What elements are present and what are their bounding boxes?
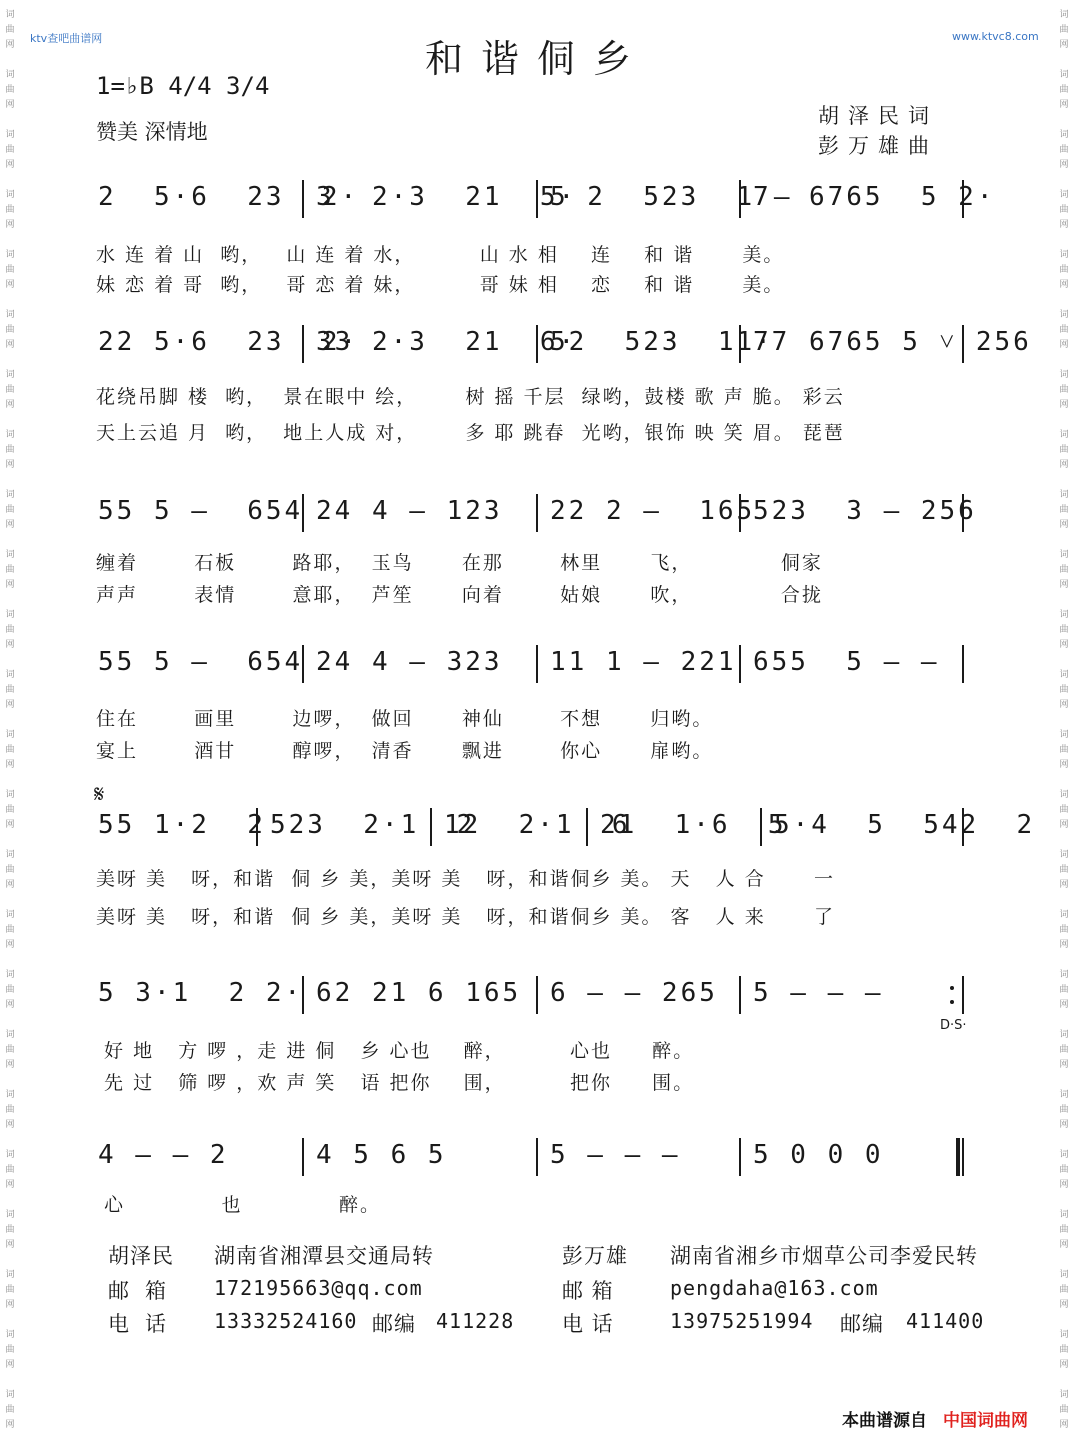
measure-notes: 24 4 – 123 bbox=[316, 496, 503, 526]
watermark-glyph: 网 bbox=[1059, 340, 1069, 350]
watermark-glyph: 网 bbox=[1059, 400, 1069, 410]
watermark-glyph: 曲 bbox=[5, 1165, 15, 1175]
watermark-glyph: 网 bbox=[5, 400, 15, 410]
watermark-glyph: 网 bbox=[1059, 1000, 1069, 1010]
measure-notes: 4 5 6 5 bbox=[316, 1140, 447, 1170]
lyrics-verse-2: 天上云追 月 哟， 地上人成 对， 多 耶 跳春 光哟，银饰 映 笑 眉。 琵琶 bbox=[96, 422, 845, 444]
watermark-gap bbox=[1056, 293, 1072, 308]
watermark-glyph: 曲 bbox=[1059, 505, 1069, 515]
watermark-glyph: 词 bbox=[1059, 70, 1069, 80]
watermark-gap bbox=[1056, 653, 1072, 668]
watermark-glyph: 曲 bbox=[1059, 865, 1069, 875]
watermark-glyph: 网 bbox=[1059, 700, 1069, 710]
watermark-glyph: 词 bbox=[1059, 1390, 1069, 1400]
watermark-glyph: 曲 bbox=[5, 325, 15, 335]
watermark-gap bbox=[2, 1073, 18, 1088]
watermark-glyph: 网 bbox=[5, 340, 15, 350]
watermark-glyph: 网 bbox=[5, 580, 15, 590]
bar-line bbox=[536, 645, 538, 683]
measure-notes: 33 2·3 21 6· bbox=[316, 327, 578, 357]
score-row bbox=[96, 645, 962, 695]
score-row bbox=[96, 976, 962, 1026]
watermark-glyph: 词 bbox=[1059, 430, 1069, 440]
watermark-glyph: 曲 bbox=[5, 865, 15, 875]
composer-email: pengdaha@163.com bbox=[670, 1276, 879, 1300]
final-bar-line bbox=[956, 1138, 960, 1176]
measure-notes: 5 – – – bbox=[753, 978, 884, 1008]
watermark-glyph: 词 bbox=[5, 190, 15, 200]
composer-phone-label: 电 话 bbox=[562, 1312, 614, 1336]
lyricist-phone: 13332524160 bbox=[214, 1309, 358, 1333]
score-row bbox=[96, 180, 996, 230]
watermark-glyph: 网 bbox=[1059, 40, 1069, 50]
measure-notes: 5·4 5 542 2 bbox=[774, 810, 1036, 840]
watermark-glyph: 词 bbox=[5, 550, 15, 560]
watermark-glyph: 词 bbox=[1059, 610, 1069, 620]
watermark-glyph: 词 bbox=[1059, 550, 1069, 560]
watermark-gap bbox=[2, 1013, 18, 1028]
repeat-dot bbox=[950, 986, 954, 990]
watermark-glyph: 词 bbox=[5, 490, 15, 500]
lyrics-verse-1: 美呀 美 呀，和谐 侗 乡 美，美呀 美 呀，和谐侗乡 美。 天 人 合 一 bbox=[96, 868, 835, 890]
watermark-glyph: 词 bbox=[1059, 790, 1069, 800]
composer-email-label: 邮 箱 bbox=[562, 1279, 614, 1303]
watermark-glyph: 网 bbox=[1059, 820, 1069, 830]
watermark-glyph: 词 bbox=[1059, 130, 1069, 140]
watermark-glyph: 网 bbox=[1059, 940, 1069, 950]
lyrics-verse-1: 花绕吊脚 楼 哟， 景在眼中 绘， 树 摇 千层 绿哟，鼓楼 歌 声 脆。 彩云 bbox=[96, 386, 845, 408]
measure-notes: 5 0 0 0 bbox=[753, 1140, 884, 1170]
score-row bbox=[96, 325, 1032, 375]
watermark-glyph: 词 bbox=[1059, 1090, 1069, 1100]
lyricist-phone-label: 电话 bbox=[108, 1312, 182, 1336]
watermark-glyph: 网 bbox=[1059, 580, 1069, 590]
watermark-glyph: 网 bbox=[1059, 220, 1069, 230]
measure-notes: 22 5·6 23 2· bbox=[98, 327, 360, 357]
watermark-gap bbox=[2, 593, 18, 608]
lyrics-verse-1: 水 连 着 山 哟， 山 连 着 水， 山 水 相 连 和 谐 美。 bbox=[96, 244, 785, 266]
watermark-glyph: 网 bbox=[5, 640, 15, 650]
watermark-glyph: 网 bbox=[5, 1060, 15, 1070]
watermark-glyph: 曲 bbox=[1059, 85, 1069, 95]
watermark-gap bbox=[2, 773, 18, 788]
watermark-glyph: 词 bbox=[5, 130, 15, 140]
watermark-glyph: 曲 bbox=[1059, 685, 1069, 695]
bar-line bbox=[962, 645, 964, 683]
watermark-glyph: 词 bbox=[5, 970, 15, 980]
bar-line bbox=[536, 1138, 538, 1176]
watermark-gap bbox=[2, 533, 18, 548]
lyrics-verse-1: 住在 画里 边啰， 做回 神仙 不想 归哟。 bbox=[96, 708, 714, 730]
watermark-glyph: 词 bbox=[5, 370, 15, 380]
measure-notes: 52 523 11· bbox=[550, 327, 774, 357]
watermark-glyph: 曲 bbox=[1059, 1105, 1069, 1115]
watermark-gap bbox=[1056, 713, 1072, 728]
watermark-gap bbox=[2, 353, 18, 368]
watermark-gap bbox=[1056, 953, 1072, 968]
watermark-glyph: 曲 bbox=[5, 745, 15, 755]
watermark-glyph: 网 bbox=[1059, 460, 1069, 470]
watermark-glyph: 网 bbox=[1059, 520, 1069, 530]
composer-address: 湖南省湘乡市烟草公司李爱民转 bbox=[670, 1244, 978, 1268]
measure-notes: 5 – – – bbox=[550, 1140, 681, 1170]
watermark-glyph: 曲 bbox=[5, 1345, 15, 1355]
lyricist-email-label: 邮箱 bbox=[108, 1279, 182, 1303]
watermark-glyph: 曲 bbox=[5, 1045, 15, 1055]
measure-notes: 3 2·3 21 5· bbox=[316, 182, 578, 212]
lyricist-zip: 411228 bbox=[436, 1309, 515, 1333]
watermark-gap bbox=[2, 953, 18, 968]
watermark-glyph: 词 bbox=[5, 790, 15, 800]
bar-line bbox=[302, 1138, 304, 1176]
watermark-glyph: 词 bbox=[1059, 10, 1069, 20]
lyricist-zip-label: 邮编 bbox=[372, 1312, 416, 1336]
watermark-glyph: 词 bbox=[5, 310, 15, 320]
watermark-gap bbox=[2, 893, 18, 908]
bar-line bbox=[962, 1138, 964, 1176]
watermark-gap bbox=[2, 293, 18, 308]
watermark-gap bbox=[1056, 413, 1072, 428]
watermark-glyph: 词 bbox=[1059, 190, 1069, 200]
watermark-gap bbox=[1056, 1433, 1072, 1448]
segno-sign: 𝄋 bbox=[94, 780, 105, 808]
watermark-glyph: 网 bbox=[5, 460, 15, 470]
watermark-glyph: 曲 bbox=[1059, 565, 1069, 575]
watermark-glyph: 曲 bbox=[5, 805, 15, 815]
lyrics-verse-1: 好 地 方 啰 ，走 进 侗 乡 心也 醉， 心也 醉。 bbox=[96, 1040, 695, 1062]
watermark-glyph: 网 bbox=[5, 1120, 15, 1130]
watermark-glyph: 词 bbox=[1059, 970, 1069, 980]
measure-notes: 22 2 – 165 bbox=[550, 496, 756, 526]
watermark-gap bbox=[2, 233, 18, 248]
watermark-glyph: 曲 bbox=[1059, 1405, 1069, 1415]
watermark-glyph: 词 bbox=[1059, 910, 1069, 920]
watermark-gap bbox=[1056, 1073, 1072, 1088]
watermark-gap bbox=[1056, 593, 1072, 608]
watermark-gap bbox=[2, 1133, 18, 1148]
watermark-glyph: 网 bbox=[5, 40, 15, 50]
bar-line bbox=[739, 645, 741, 683]
watermark-glyph: 网 bbox=[5, 760, 15, 770]
watermark-glyph: 词 bbox=[5, 1210, 15, 1220]
watermark-glyph: 词 bbox=[1059, 730, 1069, 740]
bar-line bbox=[536, 976, 538, 1014]
watermark-glyph: 曲 bbox=[1059, 985, 1069, 995]
measure-notes: 55 5 – 654 bbox=[98, 647, 304, 677]
watermark-gap bbox=[2, 413, 18, 428]
right-watermark-strip bbox=[1056, 8, 1072, 1448]
composer-zip-label: 邮编 bbox=[840, 1312, 884, 1336]
lyrics-verse-2: 声声 表情 意耶， 芦笙 向着 姑娘 吹， 合拢 bbox=[96, 584, 823, 606]
watermark-glyph: 曲 bbox=[1059, 1285, 1069, 1295]
bar-line bbox=[739, 1138, 741, 1176]
watermark-gap bbox=[1056, 173, 1072, 188]
watermark-glyph: 曲 bbox=[5, 565, 15, 575]
watermark-glyph: 词 bbox=[5, 1090, 15, 1100]
lyrics-verse-1: 心 也 醉。 bbox=[96, 1194, 381, 1216]
watermark-glyph: 网 bbox=[1059, 100, 1069, 110]
watermark-glyph: 曲 bbox=[1059, 205, 1069, 215]
watermark-gap bbox=[1056, 533, 1072, 548]
lyricist-email: 172195663@qq.com bbox=[214, 1276, 423, 1300]
watermark-glyph: 曲 bbox=[5, 445, 15, 455]
watermark-glyph: 曲 bbox=[5, 505, 15, 515]
lyricist-credit: 胡泽民词 bbox=[818, 104, 938, 128]
watermark-glyph: 网 bbox=[1059, 640, 1069, 650]
bar-line bbox=[739, 976, 741, 1014]
watermark-glyph: 曲 bbox=[1059, 1225, 1069, 1235]
lyrics-verse-2: 美呀 美 呀，和谐 侗 乡 美，美呀 美 呀，和谐侗乡 美。 客 人 来 了 bbox=[96, 906, 835, 928]
lyrics-verse-2: 妹 恋 着 哥 哟， 哥 恋 着 妹， 哥 妹 相 恋 和 谐 美。 bbox=[96, 274, 785, 296]
watermark-glyph: 网 bbox=[1059, 880, 1069, 890]
measure-notes: 4 – – 2 bbox=[98, 1140, 229, 1170]
lyricist-address: 湖南省湘潭县交通局转 bbox=[214, 1244, 434, 1268]
watermark-gap bbox=[1056, 353, 1072, 368]
dal-segno-marking: D·S· bbox=[940, 1018, 967, 1033]
watermark-gap bbox=[1056, 1373, 1072, 1388]
watermark-glyph: 网 bbox=[5, 1300, 15, 1310]
score-row bbox=[96, 1138, 962, 1188]
watermark-glyph: 曲 bbox=[5, 85, 15, 95]
watermark-glyph: 词 bbox=[1059, 1330, 1069, 1340]
watermark-glyph: 曲 bbox=[1059, 325, 1069, 335]
watermark-glyph: 词 bbox=[5, 910, 15, 920]
watermark-gap bbox=[1056, 1193, 1072, 1208]
measure-notes: 5 2 523 1 – bbox=[550, 182, 793, 212]
watermark-gap bbox=[2, 1193, 18, 1208]
watermark-glyph: 曲 bbox=[5, 1105, 15, 1115]
watermark-glyph: 词 bbox=[5, 70, 15, 80]
watermark-gap bbox=[2, 1313, 18, 1328]
tempo-marking: 赞美 深情地 bbox=[96, 120, 208, 144]
watermark-glyph: 词 bbox=[5, 10, 15, 20]
watermark-glyph: 词 bbox=[5, 850, 15, 860]
bar-line bbox=[536, 494, 538, 532]
watermark-glyph: 网 bbox=[1059, 1060, 1069, 1070]
watermark-glyph: 网 bbox=[1059, 1180, 1069, 1190]
watermark-glyph: 曲 bbox=[5, 1285, 15, 1295]
watermark-gap bbox=[1056, 1253, 1072, 1268]
watermark-glyph: 网 bbox=[5, 1180, 15, 1190]
watermark-glyph: 网 bbox=[5, 1360, 15, 1370]
watermark-glyph: 曲 bbox=[5, 25, 15, 35]
watermark-glyph: 网 bbox=[5, 220, 15, 230]
watermark-glyph: 网 bbox=[5, 1240, 15, 1250]
watermark-gap bbox=[2, 653, 18, 668]
watermark-glyph: 曲 bbox=[1059, 25, 1069, 35]
site-watermark-left: ktv查吧曲谱网 bbox=[30, 32, 103, 45]
site-watermark-right: www.ktvc8.com bbox=[952, 30, 1039, 43]
source-footer bbox=[842, 1406, 1028, 1431]
watermark-glyph: 网 bbox=[5, 880, 15, 890]
measure-notes: 24 4 – 323 bbox=[316, 647, 503, 677]
key-signature: 1=♭B 4/4 3/4 bbox=[96, 72, 270, 100]
watermark-glyph: 网 bbox=[1059, 1120, 1069, 1130]
measure-notes: 55 5 – 654 bbox=[98, 496, 304, 526]
repeat-dot bbox=[950, 1000, 954, 1004]
watermark-gap bbox=[1056, 473, 1072, 488]
watermark-glyph: 词 bbox=[5, 1150, 15, 1160]
measure-notes: 55 1·2 2 bbox=[98, 810, 266, 840]
watermark-glyph: 网 bbox=[1059, 1300, 1069, 1310]
watermark-gap bbox=[1056, 833, 1072, 848]
watermark-glyph: 曲 bbox=[1059, 745, 1069, 755]
watermark-glyph: 曲 bbox=[1059, 625, 1069, 635]
watermark-glyph: 曲 bbox=[5, 1405, 15, 1415]
watermark-glyph: 曲 bbox=[5, 205, 15, 215]
watermark-glyph: 网 bbox=[5, 520, 15, 530]
measure-notes: 5 3·1 2 2· bbox=[98, 978, 304, 1008]
watermark-glyph: 词 bbox=[5, 250, 15, 260]
watermark-glyph: 曲 bbox=[5, 685, 15, 695]
watermark-glyph: 网 bbox=[1059, 1420, 1069, 1430]
watermark-glyph: 词 bbox=[1059, 250, 1069, 260]
watermark-glyph: 网 bbox=[1059, 280, 1069, 290]
left-watermark-strip bbox=[2, 8, 18, 1448]
watermark-glyph: 词 bbox=[1059, 670, 1069, 680]
watermark-glyph: 词 bbox=[5, 1030, 15, 1040]
watermark-gap bbox=[2, 1373, 18, 1388]
watermark-glyph: 词 bbox=[1059, 370, 1069, 380]
watermark-glyph: 曲 bbox=[5, 265, 15, 275]
watermark-glyph: 网 bbox=[5, 1000, 15, 1010]
measure-notes: 523 3 – 256 bbox=[753, 496, 977, 526]
watermark-glyph: 网 bbox=[5, 1420, 15, 1430]
watermark-glyph: 曲 bbox=[1059, 1165, 1069, 1175]
watermark-glyph: 曲 bbox=[5, 625, 15, 635]
measure-notes: 77 6765 5 ˅ 256 bbox=[753, 327, 1032, 357]
measure-notes: 655 5 – – bbox=[753, 647, 940, 677]
score-row bbox=[96, 808, 1036, 858]
watermark-gap bbox=[1056, 1133, 1072, 1148]
watermark-glyph: 词 bbox=[5, 1270, 15, 1280]
watermark-gap bbox=[2, 1433, 18, 1448]
brand-link[interactable]: 中国词曲网 bbox=[943, 1411, 1028, 1431]
measure-notes: 11 1 – 221 bbox=[550, 647, 737, 677]
watermark-glyph: 曲 bbox=[5, 1225, 15, 1235]
watermark-glyph: 词 bbox=[1059, 850, 1069, 860]
composer-phone: 13975251994 bbox=[670, 1309, 814, 1333]
watermark-glyph: 曲 bbox=[5, 925, 15, 935]
measure-notes: 62 21 6 165 bbox=[316, 978, 522, 1008]
composer-name: 彭万雄 bbox=[562, 1244, 628, 1268]
measure-notes: 2 5·6 23 2· bbox=[98, 182, 360, 212]
watermark-glyph: 网 bbox=[5, 700, 15, 710]
watermark-glyph: 曲 bbox=[1059, 925, 1069, 935]
watermark-gap bbox=[2, 833, 18, 848]
measure-notes: 523 2·1 2 bbox=[270, 810, 476, 840]
watermark-glyph: 网 bbox=[5, 940, 15, 950]
watermark-glyph: 网 bbox=[5, 820, 15, 830]
watermark-gap bbox=[1056, 233, 1072, 248]
watermark-gap bbox=[2, 173, 18, 188]
watermark-glyph: 词 bbox=[1059, 1270, 1069, 1280]
watermark-gap bbox=[2, 713, 18, 728]
measure-notes: 6 – – 265 bbox=[550, 978, 718, 1008]
watermark-glyph: 词 bbox=[1059, 310, 1069, 320]
watermark-gap bbox=[1056, 893, 1072, 908]
watermark-glyph: 网 bbox=[1059, 160, 1069, 170]
watermark-gap bbox=[1056, 113, 1072, 128]
watermark-glyph: 词 bbox=[5, 1330, 15, 1340]
watermark-gap bbox=[1056, 773, 1072, 788]
lyrics-verse-2: 先 过 筛 啰 ，欢 声 笑 语 把你 围， 把你 围。 bbox=[96, 1072, 695, 1094]
watermark-glyph: 曲 bbox=[1059, 1045, 1069, 1055]
measure-notes: 21 1·6 5 bbox=[600, 810, 787, 840]
watermark-glyph: 网 bbox=[5, 100, 15, 110]
watermark-glyph: 词 bbox=[5, 610, 15, 620]
lyricist-name: 胡泽民 bbox=[108, 1244, 174, 1268]
bar-line bbox=[962, 976, 964, 1014]
watermark-glyph: 词 bbox=[1059, 1210, 1069, 1220]
watermark-glyph: 网 bbox=[1059, 1360, 1069, 1370]
watermark-glyph: 曲 bbox=[5, 385, 15, 395]
watermark-gap bbox=[1056, 1313, 1072, 1328]
watermark-glyph: 曲 bbox=[1059, 145, 1069, 155]
song-title: 和谐侗乡 bbox=[424, 37, 649, 81]
watermark-glyph: 曲 bbox=[1059, 385, 1069, 395]
watermark-glyph: 词 bbox=[1059, 1150, 1069, 1160]
watermark-glyph: 曲 bbox=[5, 985, 15, 995]
watermark-glyph: 词 bbox=[1059, 490, 1069, 500]
watermark-glyph: 曲 bbox=[1059, 265, 1069, 275]
watermark-glyph: 曲 bbox=[5, 145, 15, 155]
watermark-glyph: 词 bbox=[1059, 1030, 1069, 1040]
watermark-glyph: 网 bbox=[5, 280, 15, 290]
composer-zip: 411400 bbox=[906, 1309, 985, 1333]
watermark-glyph: 词 bbox=[5, 670, 15, 680]
composer-credit: 彭万雄曲 bbox=[818, 134, 938, 158]
watermark-glyph: 曲 bbox=[1059, 805, 1069, 815]
watermark-glyph: 网 bbox=[5, 160, 15, 170]
watermark-glyph: 曲 bbox=[1059, 445, 1069, 455]
measure-notes: 12 2·1 6 bbox=[444, 810, 631, 840]
score-row bbox=[96, 494, 977, 544]
watermark-glyph: 词 bbox=[5, 430, 15, 440]
watermark-glyph: 词 bbox=[5, 730, 15, 740]
watermark-glyph: 曲 bbox=[1059, 1345, 1069, 1355]
lyrics-verse-2: 宴上 酒甘 醇啰， 清香 飘进 你心 扉哟。 bbox=[96, 740, 714, 762]
watermark-gap bbox=[2, 473, 18, 488]
measure-notes: 7 6765 5 2· bbox=[753, 182, 996, 212]
watermark-glyph: 网 bbox=[1059, 760, 1069, 770]
lyrics-verse-1: 缠着 石板 路耶， 玉鸟 在那 林里 飞， 侗家 bbox=[96, 552, 823, 574]
watermark-gap bbox=[2, 1253, 18, 1268]
watermark-gap bbox=[1056, 1013, 1072, 1028]
watermark-glyph: 词 bbox=[5, 1390, 15, 1400]
watermark-gap bbox=[2, 113, 18, 128]
watermark-glyph: 网 bbox=[1059, 1240, 1069, 1250]
source-label: 本曲谱源自 bbox=[842, 1411, 927, 1431]
